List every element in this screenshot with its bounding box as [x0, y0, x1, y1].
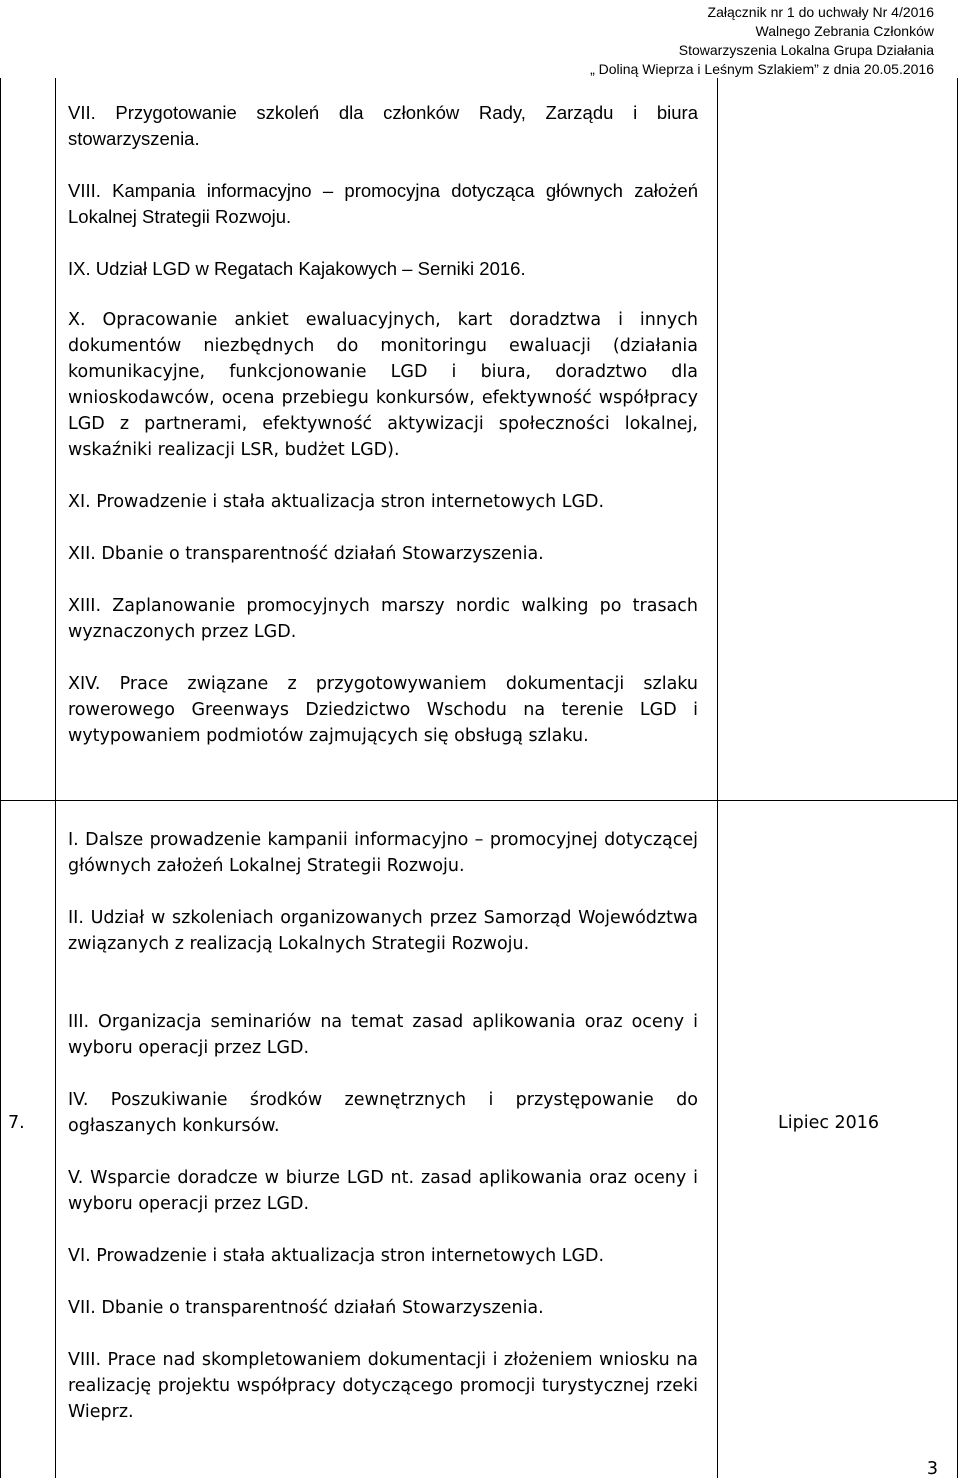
- header-line-1: Załącznik nr 1 do uchwały Nr 4/2016: [707, 4, 934, 20]
- row7-item-vi: VI. Prowadzenie i stała aktualizacja stron internetowych LGD.: [68, 1246, 605, 1266]
- row-date: Lipiec 2016: [778, 1113, 880, 1133]
- upper-item-xii: XII. Dbanie o transparentność działań Stowarzyszenia.: [68, 544, 544, 564]
- header-line-2: Walnego Zebrania Członków: [755, 23, 934, 39]
- row7-item-v: V. Wsparcie doradcze w biurze LGD nt. zasad aplikowania oraz oceny i wyboru operacji przez LGD.: [68, 1168, 698, 1214]
- upper-item-xi: XI. Prowadzenie i stała aktualizacja stron internetowych LGD.: [68, 492, 605, 512]
- row7-item-ii: II. Udział w szkoleniach organizowanych przez Samorząd Województwa związanych z realizacją Lokalnych Strategii Rozwoju.: [68, 908, 698, 954]
- header-line-3: Stowarzyszenia Lokalna Grupa Działania: [678, 42, 934, 58]
- upper-item-vii: VII. Przygotowanie szkoleń dla członków Rady, Zarządu i biura stowarzyszenia.: [68, 102, 698, 149]
- row7-item-iii: III. Organizacja seminariów na temat zasad aplikowania oraz oceny i wyboru operacji przez LGD.: [68, 1012, 698, 1058]
- header-line-4: „ Doliną Wieprza i Leśnym Szlakiem” z dnia 20.05.2016: [590, 61, 934, 77]
- row7-item-iv: IV. Poszukiwanie środków zewnętrznych i przystępowanie do ogłaszanych konkursów.: [68, 1090, 698, 1136]
- upper-item-x: X. Opracowanie ankiet ewaluacyjnych, kart doradztwa i innych dokumentów niezbędnych do monitoringu ewaluacji (działania komunikacyjne, funkcjonowanie LGD i biura, doradztwo dla wnioskodawców, ocena przebiegu konkursów, efektywność współpracy LGD z partnerami, efektywność aktywizacji społeczności lokalnej, wskaźniki realizacji LSR, budżet LGD).: [68, 310, 698, 460]
- upper-item-xiii: XIII. Zaplanowanie promocyjnych marszy nordic walking po trasach wyznaczonych przez LGD.: [68, 596, 698, 642]
- document-header: [590, 3, 934, 79]
- row7-item-viii: VIII. Prace nad skompletowaniem dokumentacji i złożeniem wniosku na realizację projektu współpracy dotyczącego promocji turystycznej rzeki Wieprz.: [68, 1350, 698, 1422]
- column-divider-date: [717, 78, 718, 1478]
- upper-item-ix: IX. Udział LGD w Regatach Kajakowych – Serniki 2016.: [68, 258, 526, 279]
- row7-item-vii: VII. Dbanie o transparentność działań Stowarzyszenia.: [68, 1298, 544, 1318]
- row-number: 7.: [8, 1113, 25, 1133]
- page-number: 3: [926, 1459, 938, 1479]
- column-divider-number: [55, 78, 56, 1478]
- upper-item-xiv: XIV. Prace związane z przygotowywaniem dokumentacji szlaku rowerowego Greenways Dziedzictwo Wschodu na terenie LGD i wytypowaniem podmiotów zajmujących się obsługą szlaku.: [68, 674, 698, 746]
- upper-item-viii: VIII. Kampania informacyjno – promocyjna dotycząca głównych założeń Lokalnej Strategii Rozwoju.: [68, 180, 698, 227]
- row-divider: [1, 800, 957, 801]
- row7-item-i: I. Dalsze prowadzenie kampanii informacyjno – promocyjnej dotyczącej głównych założeń Lokalnej Strategii Rozwoju.: [68, 830, 698, 876]
